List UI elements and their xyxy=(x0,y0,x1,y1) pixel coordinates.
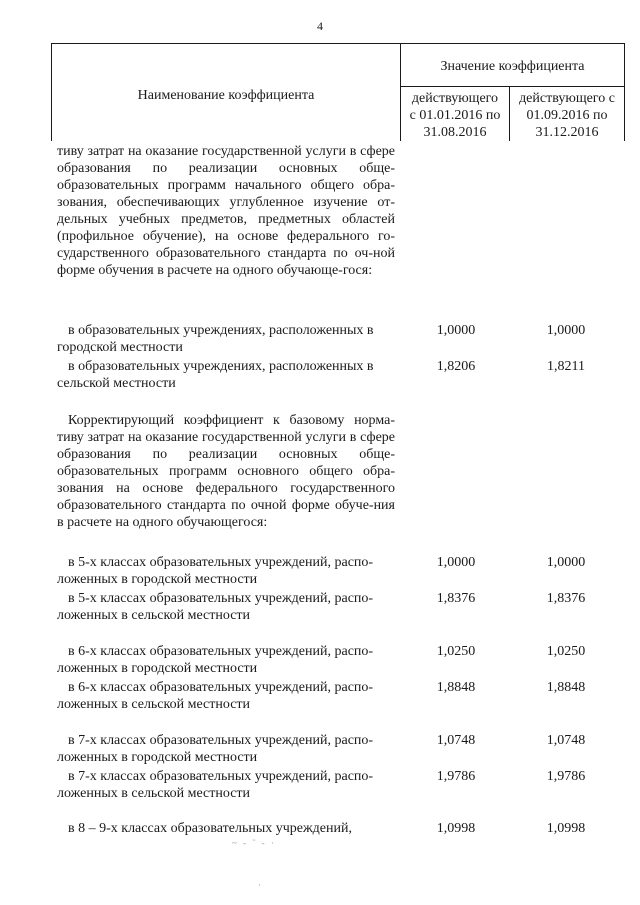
column-header-period-1: действующего с 01.01.2016 по 31.08.2016 xyxy=(409,91,501,140)
coefficient-value-period-2: 1,8376 xyxy=(546,591,586,606)
coefficient-value-period-1: 1,8206 xyxy=(436,359,476,374)
value-group-header: Значение коэффициента xyxy=(440,59,585,74)
coefficient-value-period-1: 1,8848 xyxy=(436,680,476,695)
scan-artifact: ~ ‐ ˜ ‐ · xyxy=(232,838,276,848)
coefficient-value-period-2: 1,0250 xyxy=(546,644,586,659)
list-item: в образовательных учреждениях, расположенных в городской местности xyxy=(57,323,374,355)
list-item: в 5-х классах образовательных учреждений, распо- ложенных в городской местности xyxy=(57,555,374,587)
list-item: в 8 – 9-х классах образовательных учреждений, xyxy=(68,821,352,836)
coefficient-value-period-1: 1,8376 xyxy=(436,591,476,606)
column-header-period-2: действующего с 01.09.2016 по 31.12.2016 xyxy=(519,91,615,140)
list-item: в 7-х классах образовательных учреждений, распо- ложенных в сельской местности xyxy=(57,769,374,801)
page-number: 4 xyxy=(317,19,323,33)
list-item: в 7-х классах образовательных учреждений, распо- ложенных в городской местности xyxy=(57,733,374,765)
coefficient-value-period-2: 1,9786 xyxy=(546,769,586,784)
coefficient-value-period-1: 1,9786 xyxy=(436,769,476,784)
list-item: в образовательных учреждениях, расположенных в сельской местности xyxy=(57,359,374,391)
coefficient-value-period-1: 1,0998 xyxy=(436,821,476,836)
coefficient-value-period-2: 1,0000 xyxy=(546,555,586,570)
intro-paragraph: тиву затрат на оказание государственной услуги в сфере образования по реализации основных обще-образовательных программ начального общего обра-зования, обеспечивающих углубленное изучение от-дельных учебных предметов, предметных областей (профильное обучение), на основе федерального го-сударственного образовательного стандарта по оч-ной форме обучения в расчете на одного обучающе-гося: xyxy=(57,144,395,278)
coefficient-value-period-2: 1,8848 xyxy=(546,680,586,695)
list-item: в 6-х классах образовательных учреждений, распо- ложенных в сельской местности xyxy=(57,680,374,712)
coefficient-value-period-2: 1,0000 xyxy=(546,323,586,338)
coefficient-value-period-1: 1,0250 xyxy=(436,644,476,659)
coefficient-value-period-2: 1,8211 xyxy=(547,359,585,374)
coefficient-value-period-1: 1,0000 xyxy=(436,555,476,570)
coefficient-value-period-1: 1,0000 xyxy=(436,323,476,338)
list-item: в 6-х классах образовательных учреждений, распо- ложенных в городской местности xyxy=(57,644,374,676)
coefficient-value-period-2: 1,0998 xyxy=(546,821,586,836)
coefficient-value-period-1: 1,0748 xyxy=(436,733,476,748)
scan-artifact: · xyxy=(258,880,263,890)
coefficient-value-period-2: 1,0748 xyxy=(546,733,586,748)
list-item: в 5-х классах образовательных учреждений, распо- ложенных в сельской местности xyxy=(57,591,374,623)
name-column-header: Наименование коэффициента xyxy=(137,88,315,103)
section-paragraph: Корректирующий коэффициент к базовому норма-тиву затрат на оказание государственной услуги в сфере образования по реализации основных обще-образовательных программ основного общего обра-зования на основе федерального государственного образовательного стандарта по очной форме обуче-ния в расчете на одного обучающегося: xyxy=(57,413,395,530)
